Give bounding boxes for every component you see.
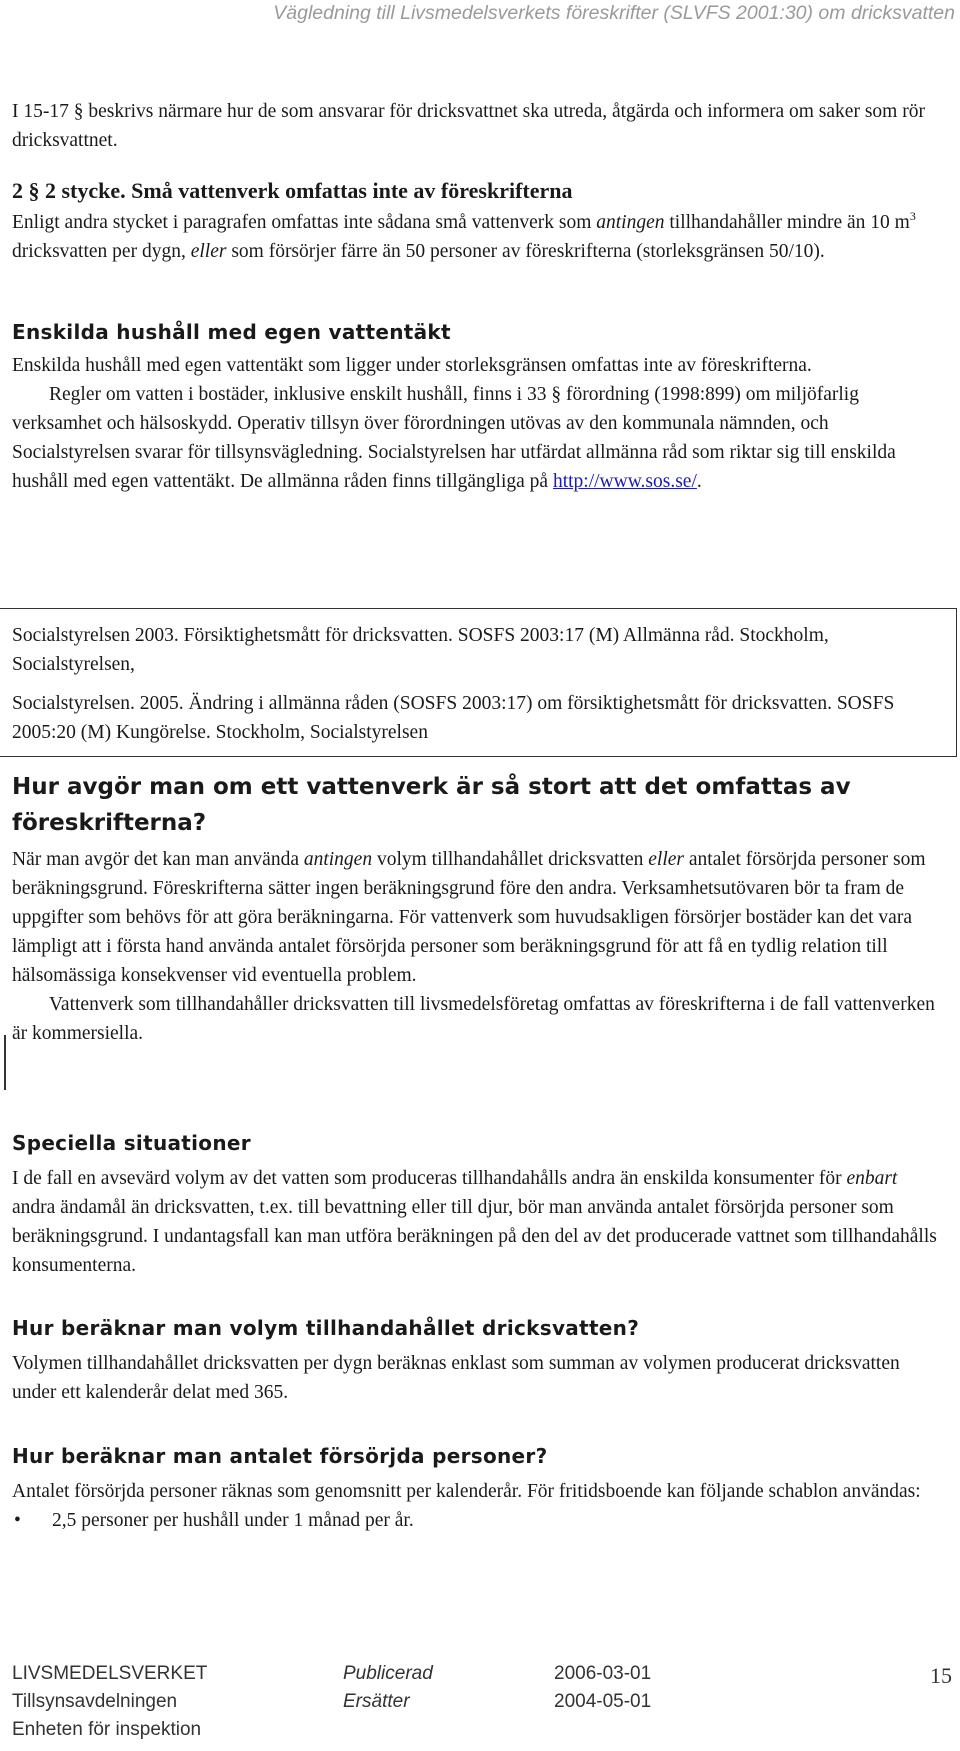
volume-paragraph: Volymen tillhandahållet dricksvatten per dygn beräknas enklast som summan av volymen producerat dricksvatten under ett kalenderår delat med 365. — [12, 1353, 900, 1403]
intro-paragraph — [12, 97, 942, 155]
household-section — [12, 317, 942, 496]
text-run: andra ändamål än dricksvatten, t.ex. till bevattning eller till djur, bör man använda antalet försörjda personer som beräkningsgrund. I undantagsfall kan man utföra beräkningen på den del av det producerade vattnet som tillhandahålls konsumenterna. — [12, 1197, 937, 1276]
bullet-item — [12, 1506, 942, 1535]
text-run: förordning (1998:899) om miljöfarlig verksamhet och hälsoskydd. Operativ tillsyn över förordningen utövas av den kommunala nämnden, och Socialstyrelsen svarar för tillsynsvägledning. Socialstyrelsen har utfärdat allmänna råd som riktar sig till enskilda hushåll med egen vattentäkt. De allmänna råden finns tillgängliga på — [12, 384, 896, 492]
text-run: volym tillhandahållet dricksvatten — [372, 849, 649, 870]
text-run: tillhandahåller mindre än 10 m — [664, 212, 910, 233]
change-bar — [4, 1035, 6, 1090]
intro-text-end: beskrivs närmare hur de som ansvarar för dricksvattnet ska utreda, åtgärda och informera om saker som rör dricksvattnet. — [12, 101, 925, 151]
text-run: Enligt andra stycket i paragrafen omfattas inte sådana små vattenverk som — [12, 212, 597, 233]
section-2-paragraph — [12, 208, 942, 266]
footer-replaces-date: 2004-05-01 — [554, 1691, 652, 1712]
section-2 — [12, 176, 942, 266]
bullet-text: 2,5 personer per hushåll under 1 månad per år. — [52, 1510, 414, 1531]
persons-paragraph: Antalet försörjda personer räknas som genomsnitt per kalenderår. För fritidsboende kan följande schablon användas: — [12, 1481, 921, 1502]
special-section — [12, 1128, 942, 1280]
running-header: Vägledning till Livsmedelsverkets föreskrifter (SLVFS 2001:30) om dricksvatten — [273, 2, 955, 24]
persons-heading: Hur beräknar man antalet försörjda personer? — [12, 1444, 548, 1468]
page-number: 15 — [930, 1663, 952, 1688]
intro-text-start: I 15-17 — [12, 101, 74, 122]
persons-section — [12, 1441, 942, 1535]
section-sign-icon: § — [551, 384, 562, 405]
section-sign-icon: § — [28, 178, 40, 203]
sos-link[interactable]: http://www.sos.se/ — [552, 471, 697, 492]
footer-published-label: Publicerad — [343, 1663, 433, 1684]
intro-section — [12, 97, 942, 155]
references-section — [12, 621, 942, 747]
text-run: När man avgör det kan man använda — [12, 849, 304, 870]
emphasis-eller: eller — [190, 241, 227, 262]
volume-heading: Hur beräknar man volym tillhandahållet dricksvatten? — [12, 1316, 640, 1340]
section-2-heading-text: 2 stycke. Små vattenverk omfattas inte av föreskrifterna — [39, 178, 573, 203]
footer-dates — [554, 1660, 651, 1716]
emphasis-enbart: enbart — [846, 1168, 898, 1189]
footer-replaces-label: Ersätter — [343, 1691, 410, 1712]
emphasis-eller: eller — [648, 849, 685, 870]
volume-section — [12, 1313, 942, 1407]
text-run: dricksvatten per dygn, — [12, 241, 191, 262]
text-run: I de fall en avsevärd volym av det vatten som produceras tillhandahålls andra än enskilda konsumenter för — [12, 1168, 847, 1189]
footer-org — [12, 1660, 207, 1744]
footer-org-3: Enheten för inspektion — [12, 1719, 202, 1740]
footer-org-2: Tillsynsavdelningen — [12, 1691, 178, 1712]
reference-1: Socialstyrelsen 2003. Försiktighetsmått för dricksvatten. SOSFS 2003:17 (M) Allmänna råd. Stockholm, Socialstyrelsen, — [12, 625, 829, 675]
emphasis-antingen: antingen — [596, 212, 665, 233]
section-2-number: 2 — [12, 178, 29, 203]
household-heading: Enskilda hushåll med egen vattentäkt — [12, 320, 451, 344]
footer-labels — [343, 1660, 433, 1716]
size-paragraph-2: Vattenverk som tillhandahåller dricksvatten till livsmedelsföretag omfattas av föreskrifterna i de fall vattenverken är kommersiella. — [12, 994, 935, 1044]
emphasis-antingen: antingen — [303, 849, 373, 870]
superscript-3: 3 — [909, 209, 916, 223]
text-run: antalet försörjda personer som beräkningsgrund. Föreskrifterna sätter ingen beräkningsgrund före den andra. Verksamhetsutövaren bör ta fram de uppgifter som behövs för att göra beräkningarna. För vattenverk som huvudsakligen försörjer bostäder kan det vara lämpligt att i första hand använda antalet försörjda personer som beräkningsgrund för att få en tydlig relation till hälsomässiga konsekvenser vid eventuella problem. — [12, 849, 926, 986]
footer-org-1: LIVSMEDELSVERKET — [12, 1663, 208, 1684]
section-2-heading — [12, 176, 942, 206]
size-section-content — [12, 769, 942, 1048]
special-heading: Speciella situationer — [12, 1131, 251, 1155]
size-paragraph-1 — [12, 845, 942, 990]
text-run: . — [696, 471, 702, 492]
text-run: som försörjer färre än 50 personer av föreskrifterna (storleksgränsen 50/10). — [226, 241, 825, 262]
footer-published-date: 2006-03-01 — [554, 1663, 652, 1684]
household-paragraph-2 — [12, 380, 942, 496]
special-paragraph — [12, 1164, 942, 1280]
bullet-icon: • — [14, 1510, 21, 1531]
size-heading: Hur avgör man om ett vattenverk är så stort att det omfattas av föreskrifterna? — [12, 774, 851, 836]
household-paragraph-1: Enskilda hushåll med egen vattentäkt som ligger under storleksgränsen omfattas inte av föreskrifterna. — [12, 355, 812, 376]
section-sign-icon: § — [73, 101, 84, 122]
text-run: Regler om vatten i bostäder, inklusive enskilt hushåll, finns i 33 — [49, 384, 552, 405]
reference-2: Socialstyrelsen. 2005. Ändring i allmänna råden (SOSFS 2003:17) om försiktighetsmått för dricksvatten. SOSFS 2005:20 (M) Kungörelse. Stockholm, Socialstyrelsen — [12, 693, 895, 743]
